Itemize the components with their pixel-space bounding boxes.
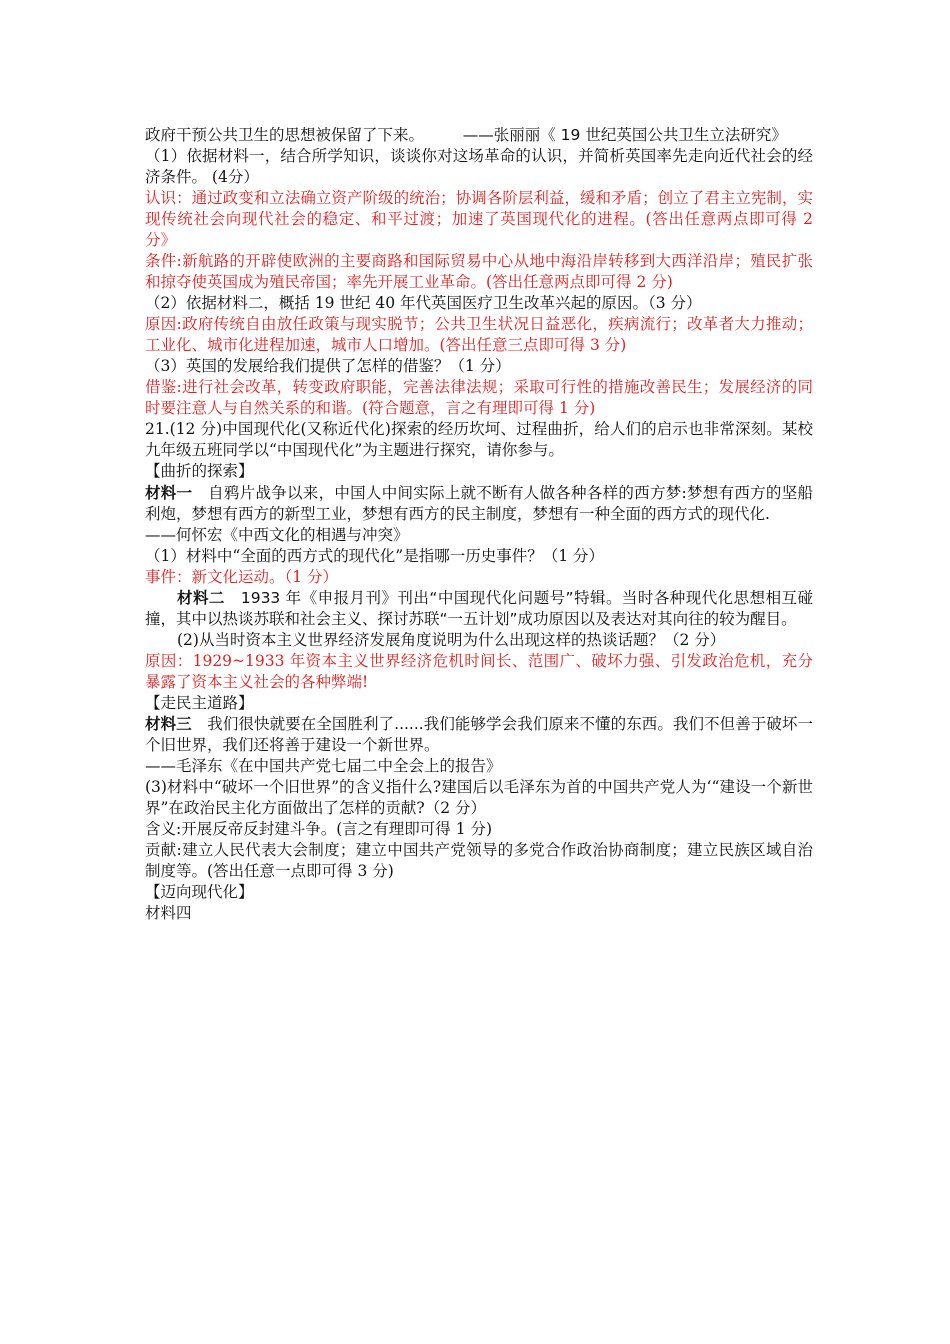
material-4-label: 材料四 (145, 904, 192, 922)
material-3 (145, 714, 813, 756)
material-1-label: 材料一 (145, 483, 193, 502)
question-1-3: （3）英国的发展给我们提供了怎样的借鉴？（1 分） (145, 357, 511, 375)
question-21-3: (3)材料中“破坏一个旧世界”的含义指什么?建国后以毛泽东为首的中国共产党人为‘“建设一个新世界”在政治民主化方面做出了怎样的贡献?（2 分） (145, 778, 813, 817)
material-3-text: 我们很快就要在全国胜利了......我们能够学会我们原来不懂的东西。我们不但善于破坏一个旧世界，我们还将善于建设一个新世界。 (145, 715, 813, 754)
answer-21-3-contribution: 贡献:建立人民代表大会制度；建立中国共产党领导的多党合作政治协商制度；建立民族区域自治制度等。(答出任意一点即可得 3 分) (145, 841, 813, 880)
source-citation-1: 政府干预公共卫生的思想被保留了下来。 ——张丽丽《 19 世纪英国公共卫生立法研究》 (145, 126, 787, 144)
material-1 (145, 482, 813, 525)
section-heading-democracy: 【走民主道路】 (145, 694, 254, 712)
answer-1-3: 借鉴:进行社会改革，转变政府职能，完善法律法规；采取可行性的措施改善民生；发展经济的同时要注意人与自然关系的和谐。(符合题意，言之有理即可得 1 分) (145, 378, 813, 417)
material-2-label: 材料二 (177, 589, 225, 607)
document-body (145, 125, 813, 924)
answer-1-2: 原因:政府传统自由放任政策与现实脱节；公共卫生状况日益恶化，疾病流行；改革者大力推动；工业化、城市化进程加速，城市人口增加。(答出任意三点即可得 3 分) (145, 315, 813, 354)
material-2 (145, 588, 813, 630)
answer-21-3-meaning: 含义:开展反帝反封建斗争。(言之有理即可得 1 分) (145, 820, 493, 838)
material-1-source: ——何怀宏《中西文化的相遇与冲突》 (145, 526, 409, 544)
question-21-intro: 21.(12 分)中国现代化(又称近代化)探索的经历坎坷、过程曲折，给人们的启示也非常深刻。某校九年级五班同学以“中国现代化”为主题进行探究，请你参与。 (145, 420, 813, 459)
question-1-1: （1）依据材料一，结合所学知识，谈谈你对这场革命的认识，并简析英国率先走向近代社会的经济条件。 (4分） (145, 147, 813, 186)
material-3-source: ——毛泽东《在中国共产党七届二中全会上的报告》 (145, 757, 502, 775)
section-heading-exploration: 【曲折的探索】 (145, 462, 254, 480)
answer-21-2: 原因：1929~1933 年资本主义世界经济危机时间长、范围广、破坏力强、引发政治危机，充分暴露了资本主义社会的各种弊端! (145, 652, 813, 691)
question-1-2: （2）依据材料二，概括 19 世纪 40 年代英国医疗卫生改革兴起的原因。（3 分） (145, 294, 702, 312)
material-2-text: 1933 年《申报月刊》刊出“中国现代化问题号”特辑。当时各种现代化思想相互碰撞，其中以热谈苏联和社会主义、探讨苏联“一五计划”成功原因以及表达对其向往的较为醒目。 (145, 589, 813, 628)
answer-1-1-recognition: 认识：通过政变和立法确立资产阶级的统治；协调各阶层利益，缓和矛盾；创立了君主立宪制，实现传统社会向现代社会的稳定、和平过渡；加速了英国现代化的进程。(答出任意两点即可得 2 分》 (145, 189, 813, 249)
material-1-text: 自鸦片战争以来，中国人中间实际上就不断有人做各种各样的西方梦:梦想有西方的坚船利炮，梦想有西方的新型工业，梦想有西方的民主制度，梦想有一种全面的西方式的现代化. (145, 484, 813, 523)
answer-1-1-conditions: 条件:新航路的开辟使欧洲的主要商路和国际贸易中心从地中海沿岸转移到大西洋沿岸；殖民扩张和掠夺使英国成为殖民帝国；率先开展工业革命。(答出任意两点即可得 2 分) (145, 252, 813, 291)
answer-21-1: 事件：新文化运动。（1 分） (145, 568, 339, 586)
section-heading-modernization: 【迈向现代化】 (145, 883, 254, 901)
question-21-2: (2)从当时资本主义世界经济发展角度说明为什么出现这样的热谈话题？（2 分） (177, 631, 726, 649)
material-3-label: 材料三 (145, 715, 192, 733)
question-21-1: （1）材料中“全面的西方式的现代化”是指哪一历史事件？（1 分） (145, 547, 605, 565)
